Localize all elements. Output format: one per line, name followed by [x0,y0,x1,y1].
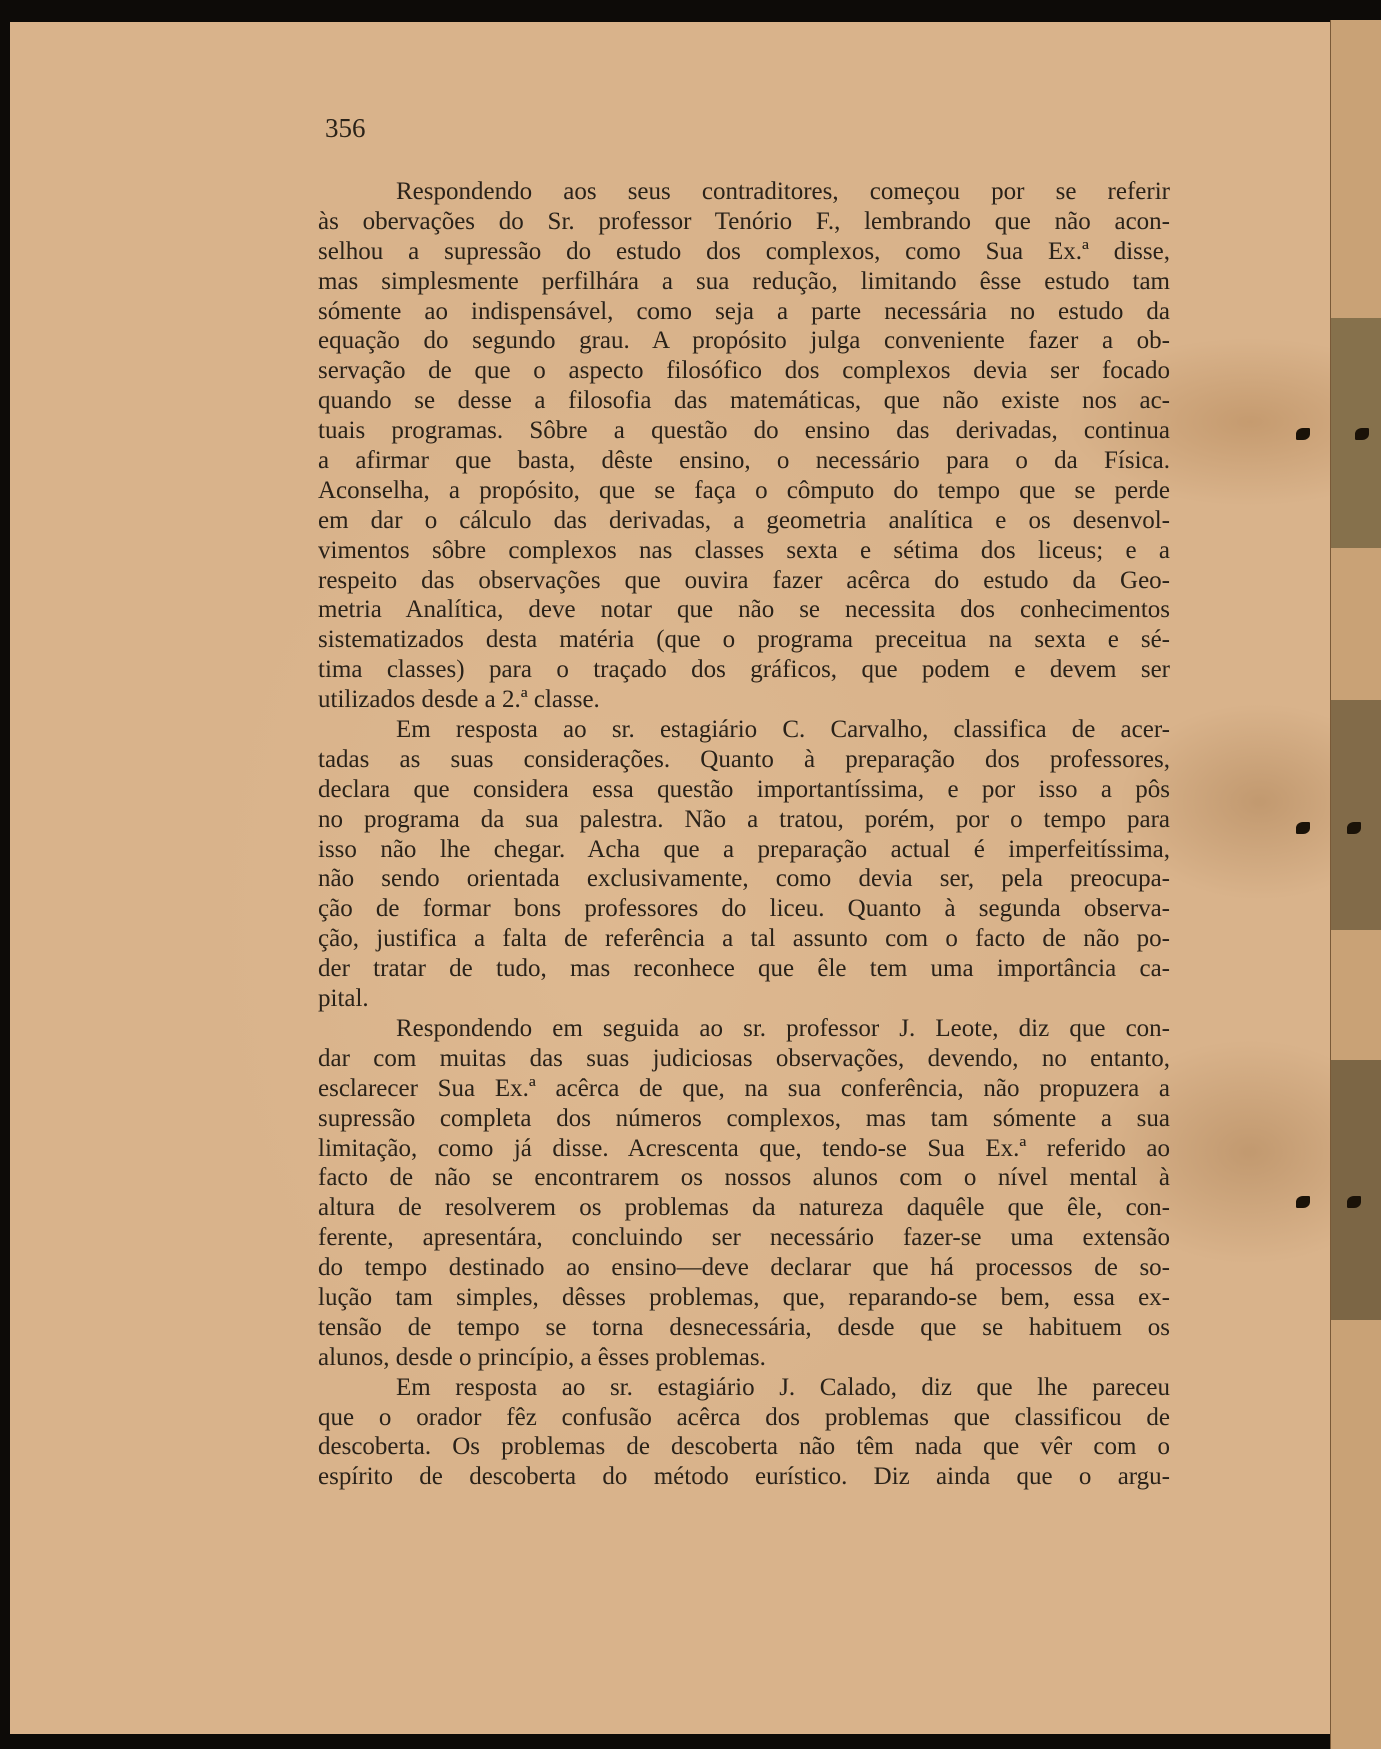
paragraph [318,1014,1170,1373]
text-line: Em resposta ao sr. estagiário J. Calado, diz que lhe pareceu [396,1373,1170,1401]
text-line: esclarecer Sua Ex.ª acêrca de que, na sua conferência, não propuzera a [318,1074,1170,1102]
text-line: a afirmar que basta, dêste ensino, o necessário para o da Física. [318,447,1170,475]
text-line: tensão de tempo se torna desnecessária, desde que se habituem os [318,1313,1170,1341]
text-line: às obervações do Sr. professor Tenório F., lembrando que não acon- [318,207,1170,235]
text-line: metria Analítica, deve notar que não se necessita dos conhecimentos [318,596,1170,624]
edge-stain [1331,700,1381,930]
binding-mark [1347,1196,1361,1208]
binding-mark [1355,428,1369,440]
binding-mark [1296,428,1310,440]
text-line: do tempo destinado ao ensino—deve declarar que há processos de so- [318,1254,1170,1282]
text-line: Em resposta ao sr. estagiário C. Carvalho, classifica de acer- [396,716,1170,744]
binding-mark [1296,1196,1310,1208]
text-line: pital. [318,985,369,1013]
edge-stain [1331,1060,1381,1320]
body-text [318,177,1170,1492]
text-line: respeito das observações que ouvira fazer acêrca do estudo da Geo- [318,566,1170,594]
text-line: servação de que o aspecto filosófico dos complexos devia ser focado [318,357,1170,385]
text-line: quando se desse a filosofia das matemáticas, que não existe nos ac- [318,387,1170,415]
binding-mark [1296,822,1310,834]
text-line: facto de não se encontrarem os nossos alunos com o nível mental à [318,1164,1170,1192]
binding-mark [1347,822,1361,834]
text-line: sistematizados desta matéria (que o programa preceitua na sexta e sé- [318,626,1170,654]
text-line: tadas as suas considerações. Quanto à preparação dos professores, [318,745,1170,773]
page-number: 356 [325,113,366,143]
text-line: utilizados desde a 2.ª classe. [318,686,600,714]
text-line: dar com muitas das suas judiciosas observações, devendo, no entanto, [318,1044,1170,1072]
text-line: espírito de descoberta do método eurístico. Diz ainda que o argu- [318,1463,1170,1491]
text-line: mas simplesmente perfilhára a sua redução, limitando êsse estudo tam [318,267,1170,295]
text-line: limitação, como já disse. Acrescenta que, tendo-se Sua Ex.ª referido ao [318,1134,1170,1162]
text-line: ção, justifica a falta de referência a tal assunto com o facto de não po- [318,925,1170,953]
text-line: declara que considera essa questão importantíssima, e por isso a pôs [318,775,1170,803]
paragraph [318,177,1170,715]
text-line: no programa da sua palestra. Não a tratou, porém, por o tempo para [318,805,1170,833]
paragraph [318,1373,1170,1493]
paragraph [318,715,1170,1014]
text-line: alunos, desde o princípio, a êsses problemas. [318,1343,766,1371]
text-line: tuais programas. Sôbre a questão do ensino das derivadas, continua [318,417,1170,445]
text-line: descoberta. Os problemas de descoberta não têm nada que vêr com o [318,1433,1170,1461]
text-line: lução tam simples, dêsses problemas, que, reparando-se bem, essa ex- [318,1283,1170,1311]
text-line: Respondendo em seguida ao sr. professor J. Leote, diz que con- [396,1014,1170,1042]
text-line: supressão completa dos números complexos, mas tam sómente a sua [318,1104,1170,1132]
text-line: vimentos sôbre complexos nas classes sexta e sétima dos liceus; e a [318,536,1170,564]
text-line: isso não lhe chegar. Acha que a preparação actual é imperfeitíssima, [318,835,1170,863]
text-line: não sendo orientada exclusivamente, como devia ser, pela preocupa- [318,865,1170,893]
text-line: der tratar de tudo, mas reconhece que êle tem uma importância ca- [318,955,1170,983]
text-line: equação do segundo grau. A propósito julga conveniente fazer a ob- [318,327,1170,355]
text-line: que o orador fêz confusão acêrca dos problemas que classificou de [318,1403,1170,1431]
text-line: Aconselha, a propósito, que se faça o cômputo do tempo que se perde [318,476,1170,504]
text-line: selhou a supressão do estudo dos complexos, como Sua Ex.ª disse, [318,237,1170,265]
text-line: em dar o cálculo das derivadas, a geometria analítica e os desenvol- [318,506,1170,534]
text-line: ferente, apresentára, concluindo ser necessário fazer-se uma extensão [318,1224,1170,1252]
text-line: tima classes) para o traçado dos gráficos, que podem e devem ser [318,656,1170,684]
text-line: sómente ao indispensável, como seja a parte necessária no estudo da [318,297,1170,325]
text-line: ção de formar bons professores do liceu. Quanto à segunda observa- [318,895,1170,923]
text-line: Respondendo aos seus contraditores, começou por se referir [396,178,1170,205]
text-line: altura de resolverem os problemas da natureza daquêle que êle, con- [318,1194,1170,1222]
